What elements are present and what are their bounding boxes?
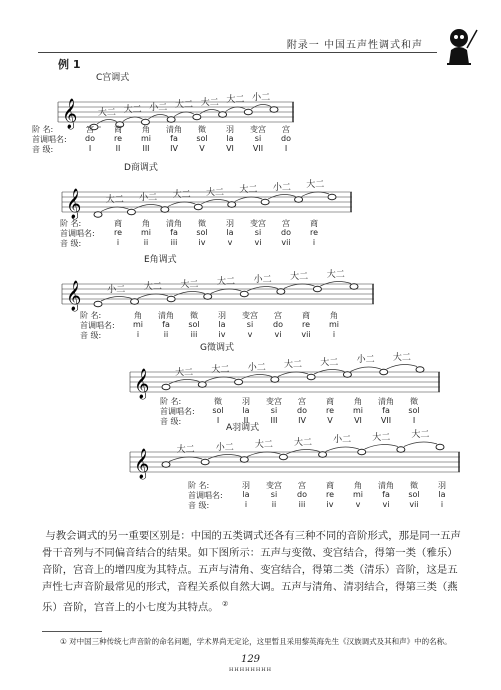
row-cell: la: [242, 406, 250, 415]
row-cell: vii: [301, 330, 311, 339]
row-cell: si: [254, 134, 262, 143]
solfege-row: [32, 134, 352, 144]
row-cell: III: [270, 416, 278, 425]
row-cell: 羽: [226, 125, 234, 134]
header-title: 附录一 中国五声性调式和声: [286, 40, 423, 51]
header-rule: [38, 52, 437, 53]
interval-slur: [326, 447, 359, 452]
row-cell: v: [355, 500, 361, 509]
interval-slur: [168, 202, 195, 207]
row-cell: 商: [114, 125, 122, 134]
degree-name-row: [188, 480, 501, 490]
row-cell: 宫: [274, 311, 282, 320]
row-cell: 商: [114, 219, 122, 228]
page-subtext: HHHHHHHH: [229, 667, 272, 673]
row-cell: III: [142, 144, 150, 153]
row-cell: i: [244, 500, 248, 509]
whole-note: [271, 377, 279, 383]
row-cell: V: [327, 416, 333, 425]
row-cell: 商: [326, 397, 334, 406]
row-cell: do: [297, 406, 307, 415]
interval-slur: [211, 289, 242, 294]
solfege-row: [188, 490, 501, 500]
row-cell: 清角: [158, 311, 174, 320]
row-cell: fa: [382, 406, 390, 415]
row-cell: ii: [271, 500, 277, 509]
row-cell: do: [273, 320, 283, 329]
row-cell: v: [247, 330, 253, 339]
scale-degree-row: [32, 144, 352, 154]
row-cell: i: [312, 238, 316, 247]
whole-note: [193, 114, 201, 120]
whole-note: [380, 369, 388, 375]
mode-title: A羽调式: [226, 423, 260, 433]
interval-label: 小二: [272, 182, 291, 193]
degree-name-row: [32, 124, 352, 134]
row-cell: vii: [281, 238, 291, 247]
row-cell: i: [440, 500, 444, 509]
interval-label: 大二: [176, 445, 195, 455]
row-cell: mi: [132, 320, 143, 329]
interval-label: 大二: [254, 440, 273, 450]
whole-note: [219, 112, 227, 118]
row-cell: 羽: [438, 481, 446, 490]
solfege-row: [60, 228, 380, 238]
row-cell: sol: [408, 490, 420, 499]
interval-slur: [226, 107, 246, 112]
whole-note: [244, 109, 252, 115]
row-cell: re: [325, 490, 335, 499]
interval-label: 大二: [180, 279, 199, 290]
whole-note: [198, 382, 206, 388]
interval-label: 小二: [215, 442, 234, 453]
row-cell: si: [254, 228, 262, 237]
row-label: 首调唱名:: [32, 135, 67, 144]
interval-label: 大二: [411, 430, 430, 440]
interval-label: 小二: [333, 435, 352, 445]
row-cell: II: [243, 416, 249, 425]
row-cell: sol: [188, 320, 200, 329]
row-cell: v: [227, 238, 233, 247]
example-label: 例 1: [58, 58, 81, 71]
degree-name-row: [160, 396, 480, 406]
row-cell: si: [246, 320, 254, 329]
row-label: 音 级:: [80, 331, 102, 340]
row-label: 首调唱名:: [80, 321, 115, 330]
row-cell: iii: [190, 330, 198, 339]
interval-label: 大二: [306, 180, 325, 190]
whole-note: [167, 117, 175, 123]
row-cell: VI: [226, 144, 234, 153]
page-number: 129: [240, 654, 261, 665]
row-label: 音 级:: [188, 501, 210, 510]
row-cell: 宫: [298, 397, 306, 406]
row-cell: 徵: [190, 311, 198, 320]
row-cell: IV: [170, 144, 178, 153]
row-label: 音 级:: [32, 145, 54, 154]
row-cell: mi: [328, 320, 339, 329]
row-cell: fa: [170, 228, 178, 237]
row-cell: do: [281, 228, 291, 237]
whole-note: [295, 197, 303, 203]
row-cell: la: [438, 490, 446, 499]
whole-note: [328, 194, 336, 200]
footnote: ① 对中国三种传统七声音阶的命名问题，学术界尚无定论，这里暂且采用黎英海先生《汉族调式及其和声》中的名称。: [60, 637, 452, 646]
interval-slur: [101, 207, 128, 212]
row-cell: iii: [170, 238, 178, 247]
treble-clef-icon: 𝄞: [134, 369, 150, 399]
row-cell: iv: [198, 238, 206, 247]
whole-note: [307, 374, 315, 380]
interval-slur: [278, 372, 308, 377]
interval-label: 大二: [326, 269, 345, 280]
row-cell: 羽: [218, 311, 226, 320]
row-cell: re: [113, 134, 123, 143]
row-cell: 宫: [86, 125, 94, 134]
solfege-row: [80, 320, 400, 330]
whole-note: [277, 289, 285, 295]
row-cell: iv: [326, 500, 334, 509]
row-label: 首调唱名:: [160, 407, 195, 416]
row-cell: 徵: [198, 125, 206, 134]
row-cell: do: [85, 134, 95, 143]
row-cell: la: [226, 134, 234, 143]
row-label: 阶 名:: [60, 219, 82, 228]
interval-label: 大二: [123, 105, 142, 115]
row-cell: 变宫: [266, 481, 282, 490]
row-cell: 角: [142, 219, 150, 228]
treble-clef-icon: 𝄞: [66, 189, 82, 219]
whole-note: [358, 449, 366, 455]
row-cell: vi: [254, 238, 262, 247]
interval-slur: [302, 192, 329, 197]
row-cell: mi: [140, 228, 151, 237]
row-cell: i: [332, 330, 336, 339]
row-cell: si: [270, 490, 278, 499]
scale-degree-row: [188, 500, 501, 510]
row-cell: 宫: [298, 481, 306, 490]
interval-slur: [247, 452, 280, 457]
interval-slur: [404, 442, 437, 447]
interval-slur: [123, 117, 143, 122]
conductor-cartoon-icon: [439, 24, 479, 68]
row-cell: vi: [274, 330, 282, 339]
row-cell: I: [88, 144, 92, 153]
whole-note: [94, 212, 102, 218]
interval-label: 大二: [143, 282, 162, 292]
interval-label: 大二: [284, 360, 303, 370]
row-cell: 羽: [226, 219, 234, 228]
mode-title: G徵调式: [200, 343, 234, 353]
row-cell: VII: [380, 416, 392, 425]
row-label: 阶 名:: [160, 397, 182, 406]
interval-label: 小二: [149, 102, 168, 113]
whole-note: [319, 452, 327, 458]
treble-clef-icon: 𝄞: [66, 281, 82, 311]
row-cell: 变宫: [266, 397, 282, 406]
row-cell: re: [325, 406, 335, 415]
interval-label: 大二: [239, 185, 258, 195]
row-cell: V: [199, 144, 205, 153]
row-cell: 清角: [378, 397, 394, 406]
row-cell: la: [226, 228, 234, 237]
whole-note: [194, 204, 202, 210]
row-cell: la: [218, 320, 226, 329]
row-cell: 商: [310, 219, 318, 228]
row-cell: sol: [212, 406, 224, 415]
footnote-rule: [42, 631, 102, 632]
row-cell: 角: [330, 311, 338, 320]
whole-note: [270, 107, 278, 113]
body-paragraph: [42, 528, 462, 616]
interval-label: 大二: [217, 277, 236, 287]
interval-label: 小二: [253, 274, 272, 285]
row-cell: do: [297, 490, 307, 499]
row-cell: sol: [408, 406, 420, 415]
interval-label: 大二: [105, 195, 124, 205]
row-cell: mi: [352, 406, 363, 415]
row-cell: 徵: [214, 397, 222, 406]
whole-note: [131, 299, 139, 305]
whole-note: [279, 454, 287, 460]
whole-note: [261, 199, 269, 205]
interval-label: 大二: [200, 97, 219, 108]
row-label: 首调唱名:: [60, 229, 95, 238]
row-cell: sol: [196, 228, 208, 237]
page-header: [0, 18, 501, 58]
body-text: 与教会调式的另一重要区别是：中国的五类调式还各有三种不同的音阶形式，那是同一五声骨干音列与不同偏音结合的结果。如下图所示：五声与变徵、变宫结合，得第一类（雅乐）音阶，宫音上的增四度为其特点。五声与清角、变宫结合，得第二类（清乐）音阶，这是五声性七声音阶最常见的形式，音程关系似自然大调。五声与清角、清羽结合，得第三类（燕乐）音阶，宫音上的小七度为其特点。: [42, 530, 461, 614]
footnote-marker: ②: [221, 600, 229, 608]
interval-label: 小二: [247, 362, 266, 373]
row-cell: vi: [382, 500, 390, 509]
degree-name-row: [80, 310, 400, 320]
row-cell: 清角: [166, 219, 182, 228]
row-cell: 商: [326, 481, 334, 490]
treble-clef-icon: 𝄞: [62, 99, 78, 129]
whole-note: [201, 459, 209, 465]
row-cell: IV: [298, 416, 306, 425]
degree-name-row: [60, 218, 380, 228]
whole-note: [350, 284, 358, 290]
row-label: 音 级:: [160, 417, 182, 426]
mode-title: E角调式: [144, 255, 177, 265]
row-cell: si: [270, 406, 278, 415]
scale-degree-row: [80, 330, 400, 340]
row-label: 首调唱名:: [188, 491, 223, 500]
whole-note: [161, 207, 169, 213]
mode-title: C宫调式: [96, 73, 130, 83]
row-cell: 徵: [410, 397, 418, 406]
row-cell: fa: [170, 134, 178, 143]
mode-title: D商调式: [124, 163, 158, 173]
whole-note: [397, 447, 405, 453]
row-cell: fa: [162, 320, 170, 329]
interval-label: 大二: [211, 365, 230, 375]
row-cell: ii: [163, 330, 169, 339]
row-cell: i: [136, 330, 140, 339]
interval-label: 小二: [252, 92, 271, 103]
whole-note: [240, 291, 248, 297]
interval-label: 小二: [139, 192, 158, 203]
row-label: 阶 名:: [32, 125, 54, 134]
row-cell: re: [113, 228, 123, 237]
whole-note: [436, 444, 444, 450]
row-cell: iv: [218, 330, 226, 339]
row-cell: 清角: [378, 481, 394, 490]
row-cell: 羽: [242, 481, 250, 490]
interval-label: 大二: [372, 432, 391, 443]
row-cell: 徵: [198, 219, 206, 228]
interval-slur: [174, 112, 194, 117]
row-cell: vii: [409, 500, 419, 509]
row-cell: do: [281, 134, 291, 143]
interval-label: 大二: [392, 352, 411, 363]
row-cell: 角: [354, 481, 362, 490]
scale-degree-row: [60, 238, 380, 248]
whole-note: [167, 296, 175, 302]
whole-note: [416, 367, 424, 373]
interval-label: 大二: [206, 187, 225, 198]
interval-slur: [138, 294, 169, 299]
interval-label: 小二: [356, 355, 375, 365]
whole-note: [228, 202, 236, 208]
row-cell: 变宫: [242, 311, 258, 320]
scale-degree-row: [160, 416, 480, 426]
interval-slur: [387, 365, 417, 370]
row-cell: 变宫: [250, 219, 266, 228]
row-cell: re: [309, 228, 319, 237]
whole-note: [313, 286, 321, 292]
interval-slur: [235, 197, 262, 202]
whole-note: [162, 384, 170, 390]
solfege-row: [160, 406, 480, 416]
row-cell: 角: [142, 125, 150, 134]
row-cell: ii: [143, 238, 149, 247]
row-cell: mi: [352, 490, 363, 499]
row-cell: I: [284, 144, 288, 153]
row-cell: re: [301, 320, 311, 329]
row-cell: 变宫: [250, 125, 266, 134]
row-cell: 羽: [242, 397, 250, 406]
row-cell: VII: [252, 144, 264, 153]
row-cell: 宫: [282, 125, 290, 134]
whole-note: [162, 462, 170, 468]
whole-note: [240, 457, 248, 463]
row-label: 阶 名:: [188, 481, 210, 490]
whole-note: [94, 301, 102, 307]
row-cell: I: [216, 416, 220, 425]
row-cell: mi: [140, 134, 151, 143]
row-cell: fa: [382, 490, 390, 499]
interval-label: 大二: [172, 190, 191, 200]
interval-slur: [284, 284, 315, 289]
interval-label: 大二: [226, 95, 245, 105]
row-label: 音 级:: [60, 239, 82, 248]
interval-label: 大二: [175, 367, 194, 378]
row-cell: 清角: [166, 125, 182, 134]
row-cell: 徵: [410, 481, 418, 490]
row-label: 阶 名:: [80, 311, 102, 320]
whole-note: [343, 372, 351, 378]
interval-label: 大二: [294, 437, 313, 448]
interval-label: 大二: [290, 272, 309, 282]
row-cell: II: [115, 144, 121, 153]
interval-slur: [350, 367, 380, 372]
row-cell: VI: [354, 416, 362, 425]
whole-note: [127, 209, 135, 215]
interval-label: 小二: [107, 284, 126, 295]
interval-label: 大二: [320, 357, 339, 368]
whole-note: [204, 294, 212, 300]
row-cell: 商: [302, 311, 310, 320]
interval-slur: [365, 445, 398, 450]
interval-label: 大二: [175, 100, 194, 110]
row-cell: 角: [354, 397, 362, 406]
interval-slur: [169, 457, 202, 462]
row-cell: 角: [134, 311, 142, 320]
interval-slur: [205, 377, 235, 382]
row-cell: iii: [298, 500, 306, 509]
interval-label: 大二: [97, 107, 116, 118]
row-cell: sol: [196, 134, 208, 143]
row-cell: 宫: [282, 219, 290, 228]
whole-note: [235, 379, 243, 385]
row-cell: I: [412, 416, 416, 425]
treble-clef-icon: 𝄞: [134, 449, 150, 479]
row-cell: i: [116, 238, 120, 247]
row-cell: la: [242, 490, 250, 499]
